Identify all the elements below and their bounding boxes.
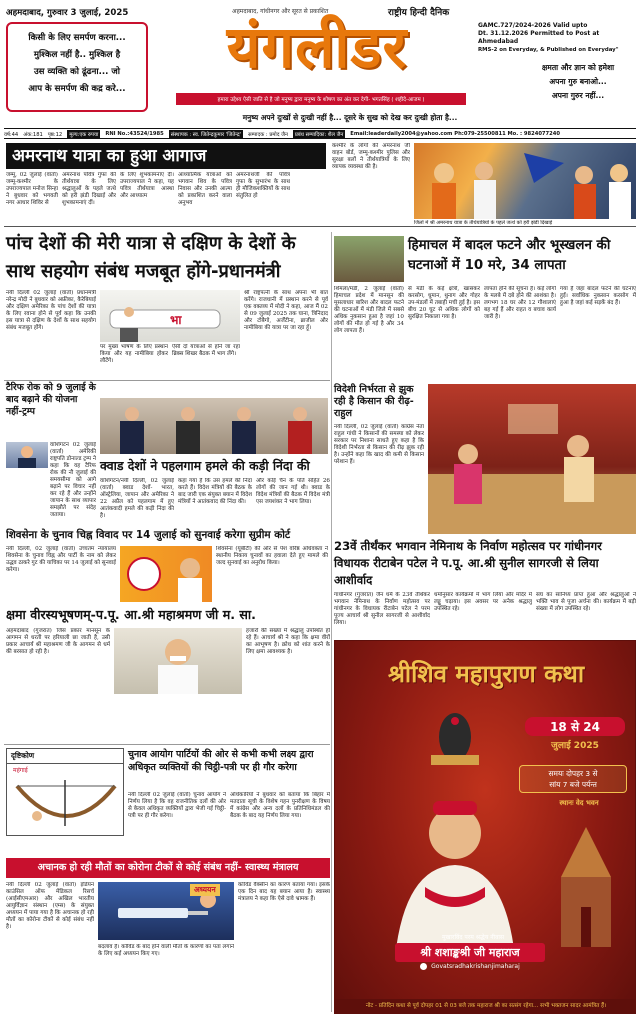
ad-social-handle: Govatsradhakrishanjimaharaj bbox=[431, 963, 520, 970]
founder: संस्थापक : स्व. जितेन्द्रकुमार 'जितेन्द्र' bbox=[170, 131, 242, 138]
masthead bbox=[0, 0, 640, 128]
modi-photo-caption: पर मुख्य भाषण के लिए प्रस्थान किया और यह नामीबिया होकर लौटेंगे। bbox=[100, 344, 168, 364]
corona-tag: अध्ययन bbox=[190, 884, 220, 896]
quote-line: मुश्किल नहीं है.. मुश्किल है bbox=[33, 50, 121, 60]
price: मूल्य:एक रुपया bbox=[69, 131, 99, 138]
svg-text:भा: भा bbox=[170, 313, 182, 327]
quote-line: आप के समर्पण की कद्र करे... bbox=[28, 84, 126, 94]
tagline: राष्ट्रीय हिन्दी दैनिक bbox=[388, 8, 450, 18]
ad-place: स्थानः वेद भवन bbox=[559, 799, 599, 807]
modi-plane-photo bbox=[100, 290, 240, 342]
modi-col-3: ऐसी दो यात्राओं से होने जा रहा ब्रिक्स शिखर बैठक में भाग लेंगे। bbox=[172, 344, 240, 357]
shivsena-logo-illustration bbox=[120, 546, 212, 602]
headline-modi: पांच देशों की मेरी यात्रा से दक्षिण के देशों के साथ सहयोग संबंध मजबूत होंगे-प्रधानमंत्री bbox=[6, 233, 296, 282]
shivsena-photo bbox=[120, 546, 212, 602]
ad-dates: 18 से 24 bbox=[525, 717, 625, 736]
election-body-2: अधिकारियों ने बुधवार को बताया कि बिहार में मतदाता सूची के विशेष गहन पुनरीक्षण के विषय में कांग्रेस और अन्य दलों के प्रतिनिधिमंडल की बैठक के बाद यह निर्णय लिया गया। bbox=[230, 792, 330, 819]
shiv-mahapuran-ad bbox=[334, 640, 636, 1014]
corona-photo bbox=[98, 882, 234, 940]
rni-number: RNI No.:43524/1985 bbox=[105, 130, 164, 137]
shivsena-body-2: शिवसेना (यूबीटी) की ओर से पेश वरिष्ठ अधिवक्ता ने स्थानीय निकाय चुनावों का हवाला देते हुए मामले की जल्द सुनवाई का अनुरोध किया। bbox=[216, 546, 328, 566]
quad-photo bbox=[100, 398, 328, 454]
quote-line: किसी के लिए समर्पण करना... bbox=[28, 33, 126, 43]
kshama-body-2: हजारों की संख्या में श्रद्धालु उपस्थित हो रहे हैं। आचार्य श्री ने कहा कि क्षमा वीरों का आभूषण है। क्रोध को शांत करने के लिए क्षमा आवश्यक है। bbox=[246, 628, 330, 655]
masthead-strip: मनुष्य अपने दुःखों से दुःखी नहीं है... दूसरे के सुख को देख कर दुःखी होता है... bbox=[242, 113, 458, 122]
ad-host-label: मुखारविंद परम श्रद्धेय नीवास bbox=[441, 934, 505, 941]
ministers-illustration bbox=[100, 398, 328, 454]
section-rule bbox=[4, 226, 636, 227]
amarnath-photo bbox=[414, 143, 636, 219]
amarnath-col-4: आध्यात्मिक यात्राओं को भगवान शिव के पवित्र निवास और उनकी आत्मा को प्रकाशित करने वाला अनुभव bbox=[178, 172, 232, 206]
quad-body-2: कहा गया है कि उस हमले की निंदा करते हैं। विदेश मंत्रियों की बैठक के बाद जारी एक संयुक्त बयान में विदेश मंत्रियों ने आतंकवाद की निंदा की। bbox=[178, 478, 252, 505]
kshama-photo bbox=[114, 628, 242, 694]
managing-editor: प्रबंध सम्पादिका: शैल जैन bbox=[294, 131, 344, 138]
acharya-illustration bbox=[114, 628, 242, 694]
postal-line: GAMC.727/2024-2026 Valid upto bbox=[478, 22, 588, 29]
ad-time-2: सांय 7 बजे पर्यन्त bbox=[549, 780, 597, 789]
postal-line: RMS-2 on Everyday, & Published on Everyday" bbox=[478, 47, 619, 53]
amarnath-col-1: जम्मू, 02 जुलाई (वार्ता) जम्मू-कश्मीर के उपराज्यपाल मनोज सिन्हा ने बुधवार को भगवती नगर आधार शिविर से bbox=[6, 172, 58, 206]
headline-tirthankar: 23वें तीर्थंकर भगवान नेमिनाथ के निर्वाण महोत्सव पर गांधीनगर विधायक रीटाबेन पटेल ने प.पू. आ.श्री सुनील सागरजी से लिया आशीर्वाद bbox=[334, 539, 602, 587]
speaker-illustration bbox=[335, 697, 636, 957]
modi-col-1: नयी दिल्ली 02 जुलाई (वार्ता) प्रधानमंत्री नरेन्द्र मोदी ने बुधवार को अफ्रीका, कैरेबियाई और दक्षिण अमेरिका के पांच देशों की यात्रा के लिए रवाना होने से पूर्व कहा कि उनकी इस यात्रा से दक्षिण के देशों के साथ सहयोग संबंध मजबूत होंगे। bbox=[6, 290, 96, 331]
editor: सम्पादक : प्रमोद जैन bbox=[248, 131, 288, 138]
amarnath-col-3: के लिए शुभकामनाएं दीं। उपराज्यपाल ने कहा, यह पवित्र तीर्थयात्रा आस्था और आध्यात्म bbox=[120, 172, 174, 199]
himachal-body-1: शिमला/मंडी, 2 जुलाई (वार्ता) हिमाचल प्रदेश में मानसून की मूसलाधार बारिश और बादल फटने की घटनाओं में मंडी जिले में सबसे अधिक नुकसान हुआ है जहां 10 लोगों की मौत हो गई है और 34 लोग लापता हैं। bbox=[334, 286, 404, 334]
quote-line: अपना गुरु बनाओ... bbox=[549, 77, 607, 86]
himachal-photo bbox=[334, 236, 404, 282]
tirthankar-body-1: गांधीनगर (गुजरात) जैन धर्म के 23वें तीर्थंकर भगवान नेमिनाथ के निर्वाण महोत्सव पर गांधीनगर के विधायक रीटाबेन पटेल ने परम पूज्य आचार्य श्री सुनील सागरजी से आशीर्वाद लिया। bbox=[334, 592, 430, 626]
column-divider bbox=[331, 232, 332, 1012]
ad-title: श्रीशिव महापुराण कथा bbox=[387, 660, 585, 688]
corona-body-2: बदलाव है। कोविड के बाद होने वाली मौतों के कारणों का पता लगाने के लिए कई अध्ययन किए गए। bbox=[98, 944, 234, 957]
cartoon-box bbox=[6, 748, 124, 836]
pilgrims-illustration bbox=[414, 143, 636, 219]
ceremony-illustration bbox=[428, 384, 636, 534]
himachal-body-4: गया है जहां बादल फटने की घटनाएं हुईं। सर्वाधिक नुकसान करसोग में हुआ है जहां कई सड़कें बंद हैं। bbox=[560, 286, 636, 306]
amarnath-caption: जिलों में श्री अमरनाथ यात्रा के तीर्थयात्रियों के पहले जत्थे को हरी झंडी दिखाई bbox=[414, 220, 553, 226]
headline-kshama: क्षमा वीरस्यभूषणम्-प.पू. आ.श्री महाश्रमण जी म. सा. bbox=[6, 607, 256, 622]
corona-body-1: नयी दिल्ली 02 जुलाई (वार्ता) इंडियन काउंसिल ऑफ मेडिकल रिसर्च (आईसीएमआर) और अखिल भारतीय आयुर्विज्ञान संस्थान (एम्स) के संयुक्त अध्ययन में पाया गया है कि अचानक हो रही मौतों का कोरोना टीकों से कोई संबंध नहीं है। bbox=[6, 882, 94, 930]
trump-body: वाशिंगटन 02 जुलाई (वार्ता) अमेरिकी राष्ट्रपति डोनाल्ड ट्रम्प ने कहा कि वह टैरिफ रोक की नौ जुलाई की समयसीमा को आगे बढ़ाने पर विचार नहीं कर रहे हैं और उन्होंने जापान के साथ व्यापार समझौते पर संदेह जताया। bbox=[50, 442, 96, 518]
himachal-body-2: से मंडी के कई क्षेत्रों, खासकर करसोग, धुमान, थुनाग और गोहर उप-मंडलों में तबाही मची हुई है। इस बीच 20 घुट से अधिक लोगों को सुरक्षित निकाला गया है। bbox=[408, 286, 480, 320]
postal-line: Dt. 31.12.2026 Permitted to Post at Ahmedabad bbox=[478, 30, 600, 45]
tirthankar-body-3: संघ का सानिध्य प्राप्त हुआ और श्रद्धालुओं ने भक्ति भाव से पूजा अर्चना की। कार्यक्रम में बड़ी संख्या में लोग उपस्थित रहे। bbox=[536, 592, 636, 612]
aircraft-illustration bbox=[100, 290, 240, 342]
quote-line: उस व्यक्ति को ढूंढना... जो bbox=[33, 67, 121, 77]
amarnath-col-2: अमरनाथ पवित्र गुफा की तीर्थयात्रा के लिए श्रद्धालुओं के पहले जत्थे को हरी झंडी दिखाई और शुभकामनाएं दीं। bbox=[62, 172, 116, 206]
pages: पृष्ठ:12 bbox=[47, 131, 63, 138]
quad-body-1: वाशिंगटन/नयी दिल्ली, 02 जुलाई (वार्ता) क्वाड देशों- भारत, ऑस्ट्रेलिया, जापान और अमेरिका ने 22 अप्रैल को पहलगाम में हुए आतंकवादी हमले की कड़ी निंदा की है। bbox=[100, 478, 174, 519]
ad-footer: नोट - प्रतिदिन कथा से पूर्व दोपहर 01 से 03 बजे तक महाराज श्री का सत्संग रहेगा... सभी भक्तजन सादर आमंत्रित हैं। bbox=[335, 999, 636, 1013]
motto: हमारा उद्देश्य ऐसी जाति से है जो मनुष्य द्वारा मनुष्य के शोषण का अंत कर देगी- भगतसिंह ( शहीदे-आजम ) bbox=[176, 93, 466, 105]
ad-month: जुलाई 2025 bbox=[551, 741, 599, 751]
postal-info bbox=[478, 22, 636, 54]
headline-amarnath: अमरनाथ यात्रा का हुआ आगाज bbox=[6, 143, 326, 169]
info-bar bbox=[4, 128, 636, 139]
edition-line: अहमदाबाद, गांधीनगर और सूरत से प्रकाशित bbox=[232, 8, 329, 15]
election-body-1: नयी दिल्ली 02 जुलाई (वार्ता) चुनाव आयोग ने निर्णय लिया है कि वह राजनीतिक दलों की ओर से केवल अधिकृत व्यक्तियों द्वारा भेजी गई चिट्ठी-पत्री पर ही गौर करेगा। bbox=[128, 792, 226, 819]
left-quote-box bbox=[6, 22, 148, 112]
tirthankar-photo bbox=[428, 384, 636, 534]
modi-col-4: श्री राष्ट्रपत्नी के साथ अपना भी बात करेंगे। राजधानी में प्रस्थान करने से पूर्व एक वक्तव्य में मोदी ने कहा, आज मैं 02 से 09 जुलाई 2025 तक घाना, त्रिनिदाद और टोबैगो, अर्जेंटीना, ब्राजील और नामीबिया की यात्रा पर जा रहा हूँ। bbox=[244, 290, 328, 331]
headline-corona: अचानक हो रही मौतों का कोरोना टीकों से कोई संबंध नहीं- स्वास्थ्य मंत्रालय bbox=[6, 858, 330, 878]
trump-portrait-illustration bbox=[6, 442, 48, 468]
quad-body-3: और कोई चैन के पति सहित 26 लोगों की जान गई थी। क्वाड के विदेश मंत्रियों की बैठक में विदेश मंत्री एस जयशंकर ने भाग लिया। bbox=[256, 478, 330, 505]
cartoon-label: दृष्टिकोण bbox=[7, 749, 123, 764]
headline-rahul: विदेशी निर्भरता से झुक रही है किसान की रीढ़-राहुल bbox=[334, 384, 414, 419]
corona-body-3: कोविड वैक्सीन का कारण बताया गया। इसके एक दिन बाद यह बयान आया है। स्वास्थ्य मंत्रालय ने कहा कि ऐसे दावे भ्रामक हैं। bbox=[238, 882, 330, 902]
rahul-body: नयी दिल्ली, 02 जुलाई (वार्ता) कांग्रेस नेता राहुल गांधी ने किसानों की समस्या को लेकर सरकार पर निशाना साधते हुए कहा है कि विदेशी निर्भरता से किसान की रीढ़ झुक रही है। उन्होंने कहा कि खाद की कमी से किसान परेशान हैं। bbox=[334, 424, 424, 465]
shivsena-body-1: नयी दिल्ली, 02 जुलाई (वार्ता) उच्चतम न्यायालय शिवसेना के चुनाव चिह्न और पार्टी के नाम को लेकर उद्धव ठाकरे गुट की याचिका पर 14 जुलाई को सुनवाई करेगा। bbox=[6, 546, 116, 573]
social-icon bbox=[420, 963, 427, 970]
logo: यंगलीडर bbox=[226, 13, 408, 81]
headline-trump: टैरिफ रोक को 9 जुलाई के बाद बढ़ाने की योजना नहीं-ट्रम्प bbox=[6, 382, 96, 417]
amarnath-col-6: कश्मीर के लोगों की अमरनाथ जी वाहन बोर्ड, जम्मू-कश्मीर पुलिस और सुरक्षा बलों ने तीर्थयात्रियों के लिए व्यापक व्यवस्था की है। bbox=[332, 143, 410, 170]
headline-himachal: हिमाचल में बादल फटने और भूस्खलन की घटनाओं में 10 मरे, 34 लापता bbox=[408, 238, 611, 273]
tirthankar-body-2: धर्मानुसार कार्यक्रमों में भाग लिया और मंदिर में लड्डू चढ़ाया। इस अवसर पर अनेक श्रद्धालु उपस्थित रहे। bbox=[434, 592, 532, 612]
ad-time-1: समयः दोपहर 3 से bbox=[548, 769, 598, 778]
section-rule bbox=[4, 380, 330, 381]
quote-line: अपना गुरुर नहीं... bbox=[551, 91, 605, 100]
cartoon-caption: महंगाई bbox=[13, 767, 28, 774]
ad-speaker: श्री शशाङ्कश्री जी महाराज bbox=[395, 943, 545, 962]
trump-photo bbox=[6, 442, 48, 468]
amarnath-col-5: अमरनाथजी की पवित्र गुफा के सुभारंभ के साथ ही मौजिकशक्तियों के साथ संतुलित हो bbox=[236, 172, 290, 199]
headline-quad: क्वाड देशों ने पहलगाम हमले की कड़ी निंदा की bbox=[100, 458, 310, 473]
kshama-body-1: अहमदाबाद (गुजरात) जिस प्रकार मानसून के आगमन से धरती पर हरियाली छा जाती है, उसी प्रकार आचार्य श्री महाश्रमण जी के आगमन से धर्म की बरसात हो रही है। bbox=[6, 628, 110, 655]
ad-social bbox=[395, 963, 545, 970]
right-quote-box bbox=[520, 58, 636, 112]
issue: अंक:181 bbox=[23, 131, 43, 138]
date-line: अहमदाबाद, गुरुवार 3 जुलाई, 2025 bbox=[6, 8, 129, 18]
volume: वर्ष:44 bbox=[4, 131, 19, 138]
headline-shivsena: शिवसेना के चुनाव चिह्न विवाद पर 14 जुलाई को सुनवाई करेगा सुप्रीम कोर्ट bbox=[6, 529, 291, 541]
section-rule bbox=[4, 744, 330, 745]
contact: Email:leaderdaily2004@yahoo.com Ph:079-25500811 Mo. : 9824077240 bbox=[350, 130, 560, 137]
headline-election: चुनाव आयोग पार्टियों की ओर से कभी कभी लक्ष्य द्वारा अधिकृत व्यक्तियों की चिट्ठी-पत्री पर ही गौर करेगा bbox=[128, 749, 314, 773]
himachal-body-3: लापता होने की सूचना है। कई लोगों के मलबे में दबे होने की आशंका है। लगभग 18 घर और 12 गौशालाएं बह गई हैं और राहत व बचाव कार्य जारी है। bbox=[484, 286, 556, 320]
bow-arrow-icon bbox=[7, 776, 123, 834]
quote-line: क्षमता और ज्ञान को हमेशा bbox=[541, 63, 615, 72]
